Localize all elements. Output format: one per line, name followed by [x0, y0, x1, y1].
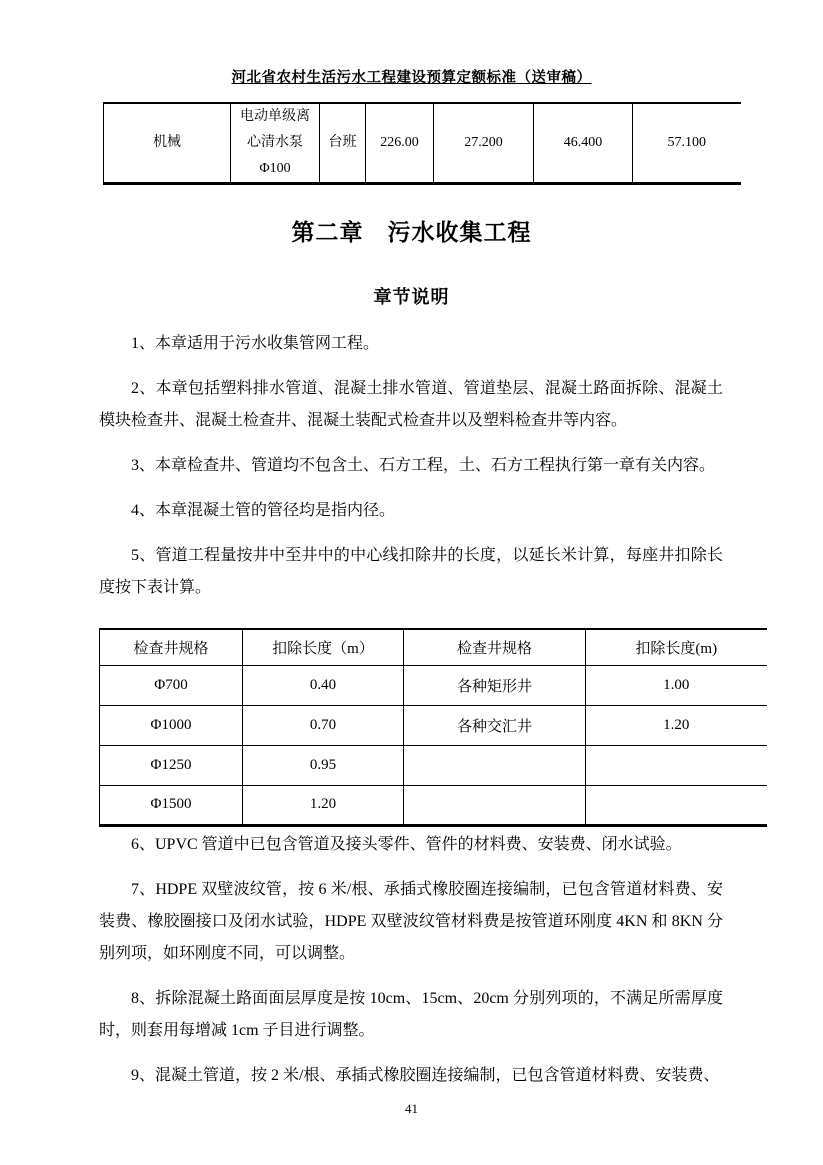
deduction-cell: 0.40	[243, 665, 404, 705]
machine-item-cell: 电动单级离心清水泵 Φ100	[231, 103, 320, 184]
deduction-header-row	[100, 629, 767, 665]
machine-unit-cell: 台班	[320, 103, 366, 184]
deduction-cell: Φ1500	[100, 785, 243, 825]
deduction-header-cell: 扣除长度(m)	[586, 629, 767, 665]
machine-cost-table	[103, 102, 741, 185]
paragraph-5: 5、管道工程量按井中至井中的中心线扣除井的长度，以延长米计算，每座井扣除长度按下表计算。	[99, 547, 723, 596]
well-deduction-table	[99, 628, 767, 827]
paragraph-8: 8、拆除混凝土路面面层厚度是按 10cm、15cm、20cm 分别列项的，不满足所需厚度时，则套用每增减 1cm 子目进行调整。	[99, 989, 723, 1039]
deduction-cell: 各种交汇井	[404, 705, 586, 745]
section-title: 章节说明	[373, 287, 450, 307]
paragraph-1: 1、本章适用于污水收集管网工程。	[131, 335, 380, 352]
chapter-title: 第二章 污水收集工程	[291, 220, 532, 245]
deduction-header-cell: 检查井规格	[100, 629, 243, 665]
deduction-cell: 1.20	[586, 705, 767, 745]
deduction-cell: 1.20	[243, 785, 404, 825]
machine-category-cell: 机械	[104, 103, 231, 184]
paragraph-6: 6、UPVC 管道中已包含管道及接头零件、管件的材料费、安装费、闭水试验。	[131, 835, 682, 853]
paragraph-3: 3、本章检查井、管道均不包含土、石方工程，土、石方工程执行第一章有关内容。	[131, 457, 716, 474]
deduction-cell	[404, 785, 586, 825]
deduction-cell	[404, 745, 586, 785]
machine-cost-row	[104, 103, 741, 184]
deduction-cell: 0.70	[243, 705, 404, 745]
machine-value-cell: 27.200	[434, 103, 534, 184]
deduction-cell: 0.95	[243, 745, 404, 785]
deduction-row	[100, 705, 767, 745]
deduction-cell: Φ700	[100, 665, 243, 705]
deduction-row	[100, 785, 767, 825]
deduction-header-cell: 扣除长度（m）	[243, 629, 404, 665]
deduction-cell: 1.00	[586, 665, 767, 705]
deduction-cell: Φ1250	[100, 745, 243, 785]
machine-value-cell: 46.400	[534, 103, 633, 184]
paragraph-2: 2、本章包括塑料排水管道、混凝土排水管道、管道垫层、混凝土路面拆除、混凝土模块检查井、混凝土检查井、混凝土装配式检查井以及塑料检查井等内容。	[99, 380, 723, 429]
doc-header-title: 河北省农村生活污水工程建设预算定额标准（送审稿）	[231, 70, 592, 86]
paragraph-4: 4、本章混凝土管的管径均是指内径。	[131, 502, 396, 519]
deduction-cell: Φ1000	[100, 705, 243, 745]
deduction-cell: 各种矩形井	[404, 665, 586, 705]
doc-header	[0, 0, 823, 87]
paragraph-7: 7、HDPE 双壁波纹管，按 6 米/根、承插式橡胶圈连接编制，已包含管道材料费、安装费、橡胶圈接口及闭水试验，HDPE 双壁波纹管材料费是按管道环刚度 4KN 和 8KN 分别列项，如环刚度不同，可以调整。	[99, 880, 723, 962]
deduction-header-cell: 检查井规格	[404, 629, 586, 665]
page-number: 41	[405, 1100, 418, 1116]
deduction-cell	[586, 785, 767, 825]
deduction-row	[100, 665, 767, 705]
paragraph-9: 9、混凝土管道，按 2 米/根、承插式橡胶圈连接编制，已包含管道材料费、安装费、	[131, 1066, 720, 1084]
deduction-row	[100, 745, 767, 785]
deduction-cell	[586, 745, 767, 785]
machine-value-cell: 57.100	[633, 103, 741, 184]
machine-value-cell: 226.00	[366, 103, 434, 184]
